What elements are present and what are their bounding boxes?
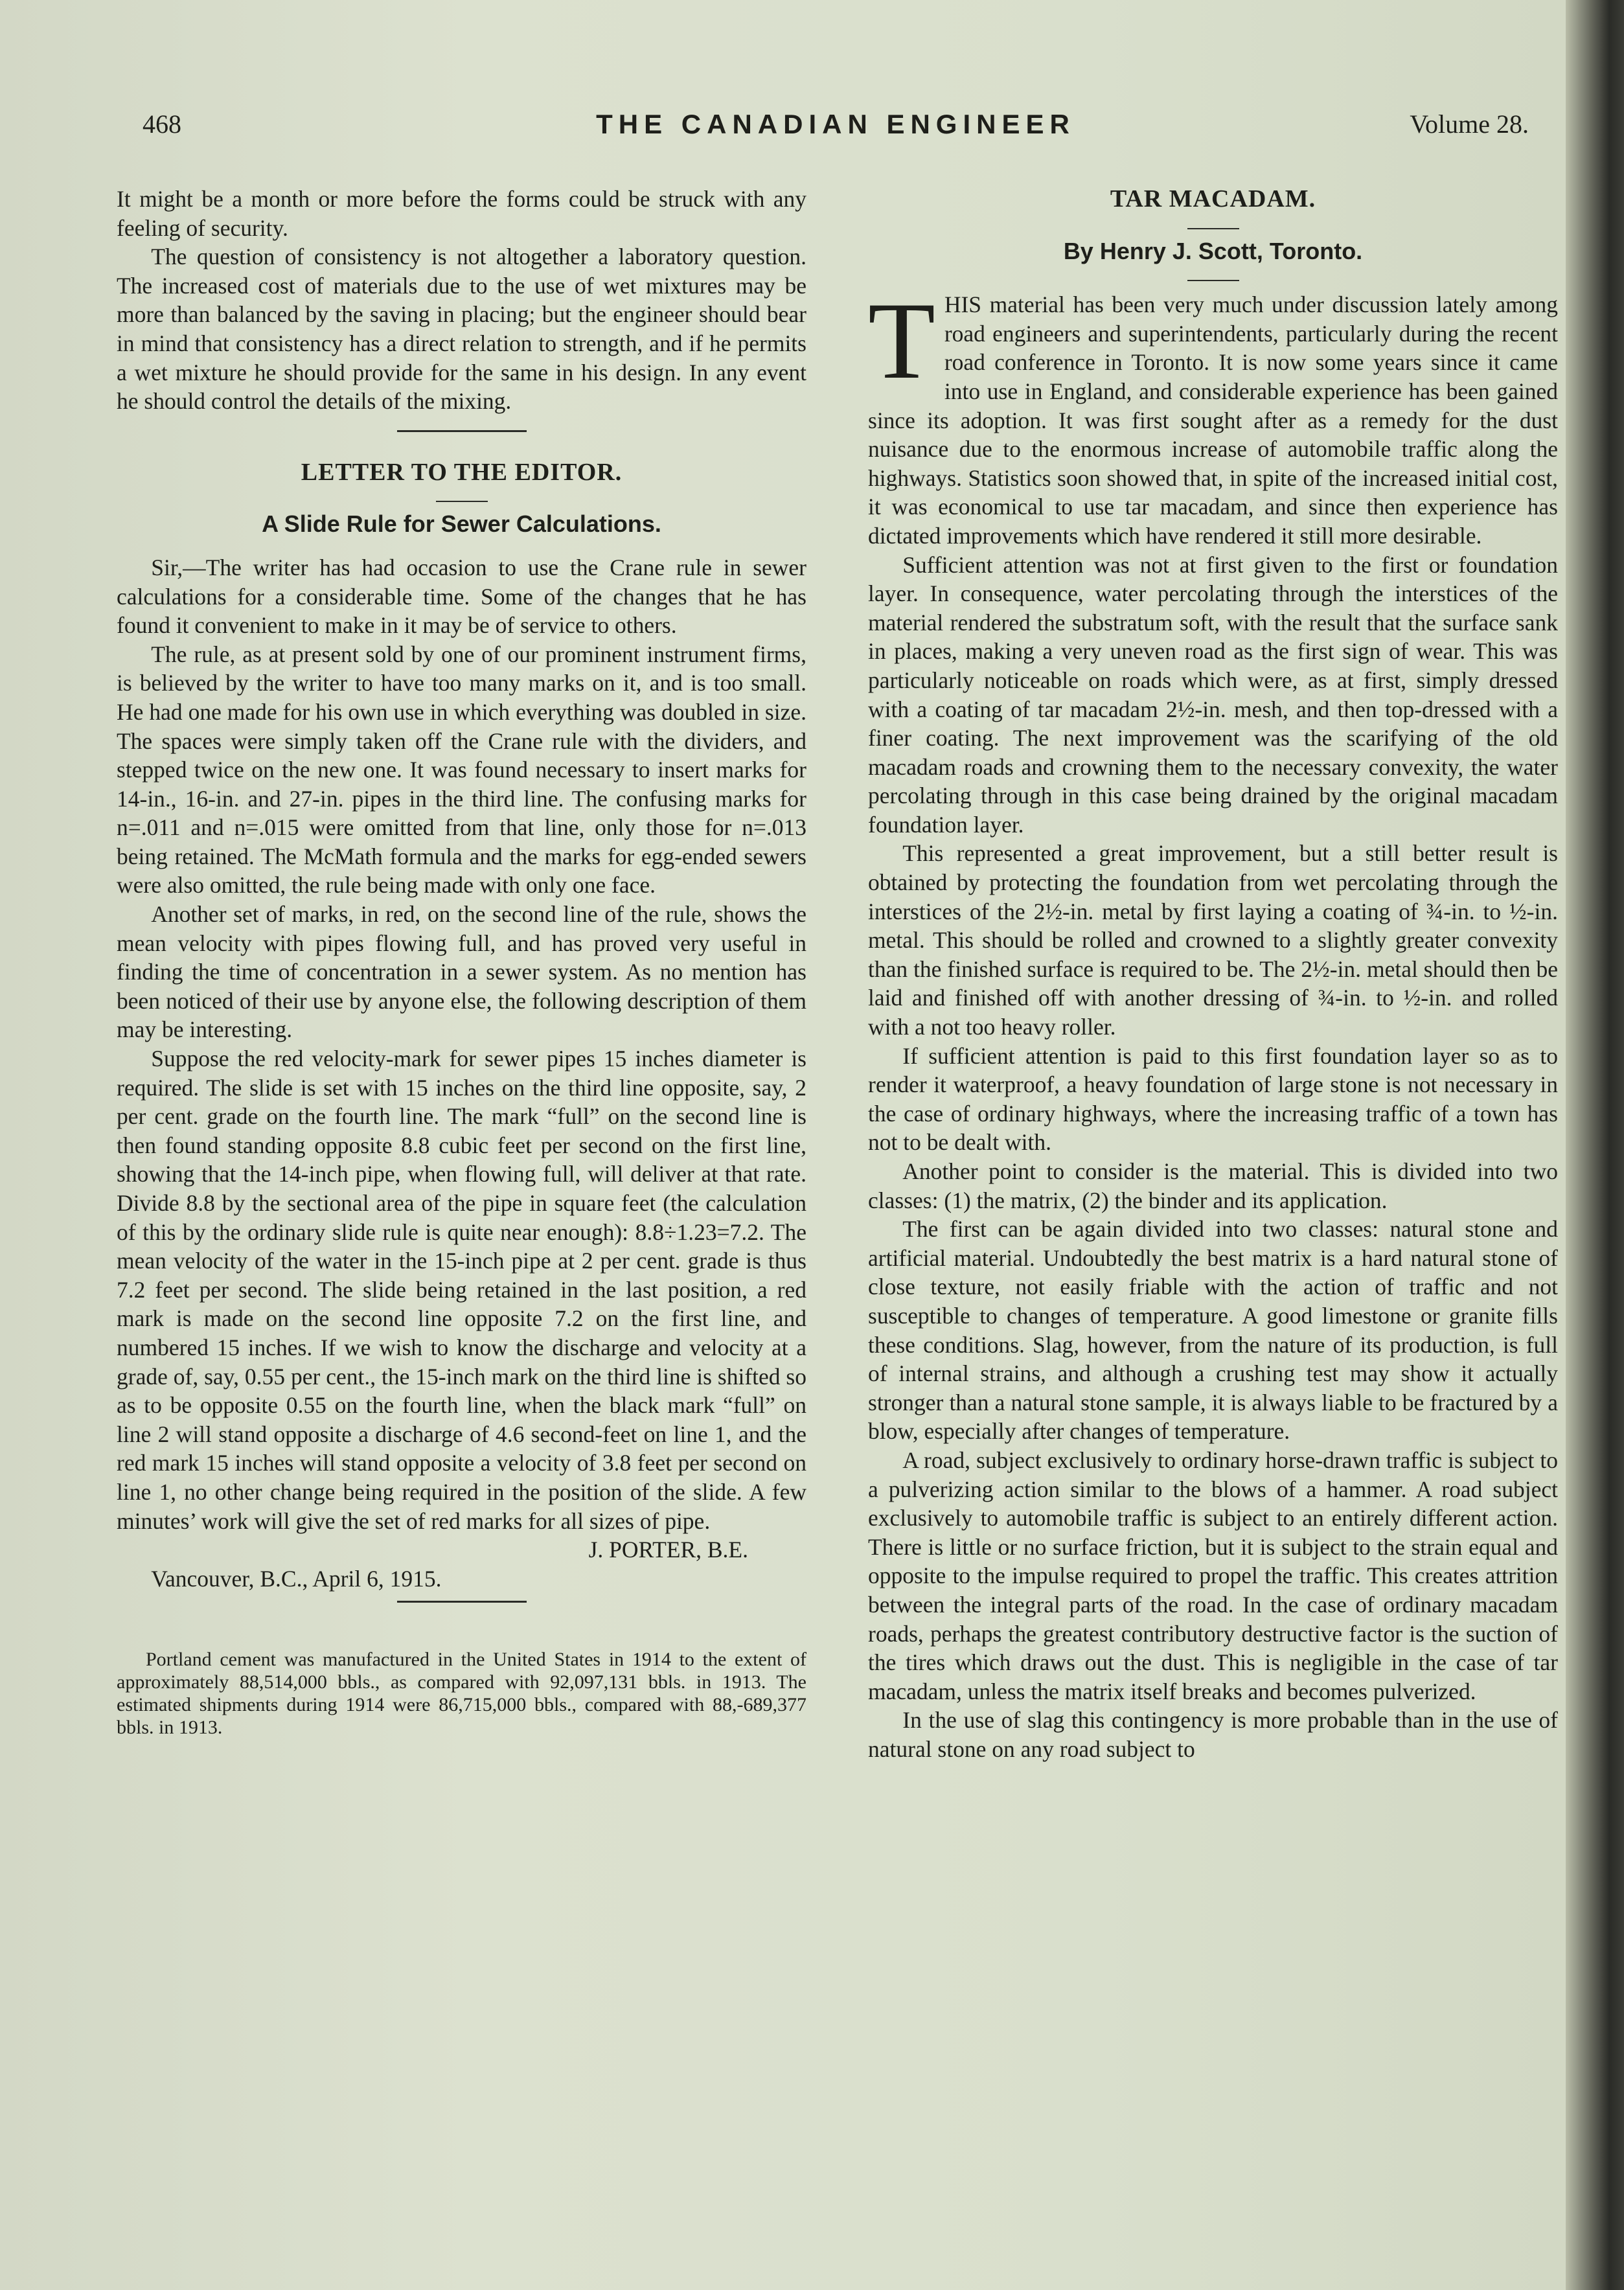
article-paragraph: Another point to consider is the material. This is divided into two classes: (1) the matrix, (2) the binder and its application.: [868, 1158, 1558, 1213]
article-paragraph: A road, subject exclusively to ordinary horse-drawn traffic is subject to a pulverizing action similar to the blows of a hammer. A road subject exclusively to automobile traffic is subject to an entirely different action. There is little or no surface friction, but it is subject to the strain equal and opposite to the impulse required to propel the traffic. This creates attrition between the integral parts of the road. In the case of ordinary macadam roads, perhaps the greatest contributory destructive factor is the suction of the tires which draws out the dust. This is negligible in the case of tar macadam, unless the matrix itself breaks and becomes pulverized.: [868, 1447, 1558, 1704]
book-binding: [1566, 0, 1624, 2290]
article-paragraph: In the use of slag this contingency is more probable than in the use of natural stone on any road subject to: [868, 1707, 1558, 1762]
article-byline: By Henry J. Scott, Toronto.: [1063, 237, 1363, 264]
article-paragraph: Sufficient attention was not at first given to the first or foundation layer. In consequence, water percolating through the interstices of the material rendered the substratum soft, with the result that the surface sank in places, making a very uneven road as the first sign of wear. This was particularly noticeable on roads which were, as at first, simply dressed with a coating of tar macadam 2½-in. mesh, and then top-dressed with a finer coating. The next improvement was the scarifying of the old macadam roads and crowning them to the necessary convexity, the water percolating through in this case being drained by the original macadam foundation layer.: [868, 551, 1558, 838]
footnote-text: Portland cement was manufactured in the United States in 1914 to the extent of approximately 88,514,000 bbls., as compared with 92,097,131 bbls. in 1913. The estimated shipments during 1914 were 86,715,000 bbls., compared with 88,-689,377 bbls. in 1913.: [117, 1649, 806, 1739]
article-paragraph: If sufficient attention is paid to this first foundation layer so as to render it waterproof, a heavy foundation of large stone is not necessary in the case of ordinary highways, where the increasing traffic of a town has not to be dealt with.: [868, 1042, 1558, 1156]
article-first-paragraph: [868, 280, 1558, 550]
right-column: [868, 185, 1558, 1763]
letter-paragraph: Another set of marks, in red, on the second line of the rule, shows the mean velocity with pipes flowing full, and has proved very useful in finding the time of concentration in a sewer system. As no mention has been noticed of their use by anyone else, the following description of them may be interesting.: [117, 901, 806, 1043]
first-paragraph-text: HIS material has been very much under discussion lately among road engineers and superintendents, particularly during the recent road conference in Toronto. It is now some years since it came into use in England, and considerable experience has been gained since its adoption. It was first sought after as a remedy for the dust nuisance due to the enormous increase of automobile traffic along the highways. Statistics soon showed that, in spite of the increased initial cost, it was economical to use tar macadam, and since then experience has dictated improvements which have rendered it still more desirable.: [868, 292, 1558, 549]
left-column: [117, 185, 806, 1739]
letter-paragraph: Suppose the red velocity-mark for sewer pipes 15 inches diameter is required. The slide is set with 15 inches on the third line opposite, say, 2 per cent. grade on the fourth line. The mark “full” on the second line is then found standing opposite 8.8 cubic feet per second on the first line, showing that the 14-inch pipe, when flowing full, will deliver at that rate. Divide 8.8 by the sectional area of the pipe in square feet (the calculation of this by the ordinary slide rule is quite near enough): 8.8÷1.23=7.2. The mean velocity of the water in the 15-inch pipe at 2 per cent. grade is thus 7.2 feet per second. The slide being retained in the last position, a red mark is made on the second line opposite 7.2 on the first line, and numbered 15 inches. If we wish to know the discharge and velocity at a grade of, say, 0.55 per cent., the 15-inch mark on the third line is shifted so as to be opposite 0.55 on the fourth line, when the black mark “full” on line 2 will stand opposite a discharge of 4.6 second-feet on line 1, and the red mark 15 inches will stand opposite a velocity of 3.8 feet per second on line 1, no other change being required in the position of the slide. A few minutes’ work will give the set of red marks for all sizes of pipe.: [117, 1046, 806, 1534]
page-header: [143, 109, 1529, 154]
continuation-paragraph: The question of consistency is not altogether a laboratory question. The increased cost of materials due to the use of wet mixtures may be more than balanced by the saving in placing; but the engineer should bear in mind that consistency has a direct relation to strength, and if he permits a wet mixture he should provide for the same in his design. In any event he should control the details of the mixing.: [117, 244, 806, 415]
continuation-paragraph: It might be a month or more before the forms could be struck with any feeling of security.: [117, 186, 806, 241]
article-paragraph: This represented a great improvement, but a still better result is obtained by protecting the foundation from wet percolating through the interstices of the 2½-in. metal by first laying a coating of ¾-in. to ½-in. metal. This should be rolled and crowned to a slightly greater convexity than the finished surface is required to be. The 2½-in. metal should then be laid and finished off with another dressing of ¾-in. to ½-in. and rolled with a not too heavy roller.: [868, 840, 1558, 1040]
letter-signature: J. PORTER, B.E.: [588, 1537, 748, 1563]
article-paragraph: The first can be again divided into two classes: natural stone and artificial material. Undoubtedly the best matrix is a hard natural stone of close texture, not easily friable with the action of traffic and not susceptible to changes of temperature. A good limestone or granite fills these conditions. Slag, however, from the nature of its production, is full of internal strains, and although a crushing test may show it actually stronger than a natural stone sample, it is always liable to be fractured by a blow, especially after changes of temperature.: [868, 1216, 1558, 1445]
letter-dateline: Vancouver, B.C., April 6, 1915.: [151, 1565, 442, 1592]
letter-subheading: A Slide Rule for Sewer Calculations.: [262, 510, 661, 538]
letter-paragraph: The rule, as at present sold by one of our prominent instrument firms, is believed by the writer to have too many marks on it, and is too small. He had one made for his own use in which everything was doubled in size. The spaces were simply taken off the Crane rule with the dividers, and stepped twice on the new one. It was found necessary to insert marks for 14-in., 16-in. and 27-in. pipes in the third line. The confusing marks for n=.011 and n=.015 were omitted from that line, only those for n=.013 being retained. The McMath formula and the marks for egg-ended sewers were also omitted, the rule being made with only one face.: [117, 641, 806, 899]
volume-label: Volume 28.: [1410, 109, 1529, 139]
letter-heading: LETTER TO THE EDITOR.: [301, 458, 623, 486]
letter-paragraph: Sir,—The writer has had occasion to use the Crane rule in sewer calculations for a considerable time. Some of the changes that he has found it convenient to make in it may be of service to others.: [117, 554, 806, 639]
journal-title: THE CANADIAN ENGINEER: [596, 109, 1075, 139]
page-number: 468: [143, 109, 181, 139]
footnote: [117, 1648, 806, 1739]
article-heading: TAR MACADAM.: [1110, 185, 1316, 212]
drop-cap: T: [868, 280, 935, 402]
